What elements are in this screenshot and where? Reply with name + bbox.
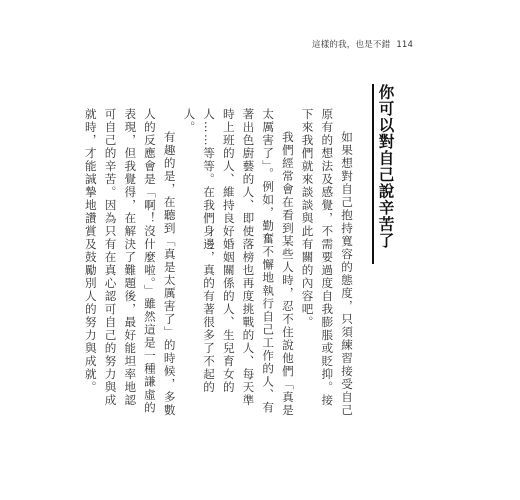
section-title: 你可以對自己說辛苦了	[376, 84, 395, 249]
paragraph-3: 有趣的是，在聽到「真是太厲害了」的時候，多數人的反應會是「啊！沒什麼啦。」雖然這是一種謙虛的表現，但我覺得，在解決了難題後，最好能坦率地認可自己的辛苦。因為只有在真心認可自己的努力與成就時，才能誠摯地讚賞及鼓勵別人的努力與成就。	[83, 108, 177, 418]
running-title: 這樣的我，也是不錯	[312, 40, 391, 50]
running-header	[312, 38, 413, 50]
body-text	[83, 108, 356, 418]
page-number: 114	[396, 40, 414, 50]
section-title-block	[372, 84, 397, 264]
paragraph-1: 如果想對自己抱持寬容的態度，只須練習接受自己原有的想法及感覺，不需要過度自我膨脹或貶抑。接下來我們就來談談與此有關的內容吧。	[300, 108, 354, 418]
paragraph-2: 我們經常會在看到某些人時，忍不住說他們「真是太厲害了」。例如，勤奮不懈地執行自己工作的人、有著出色廚藝的人、即使落榜也再度挑戰的人、每天準時上班的人、維持良好婚姻關係的人、生兒育女的人……等等。在我們身邊，真的有著很多了不起的人。	[182, 108, 295, 418]
